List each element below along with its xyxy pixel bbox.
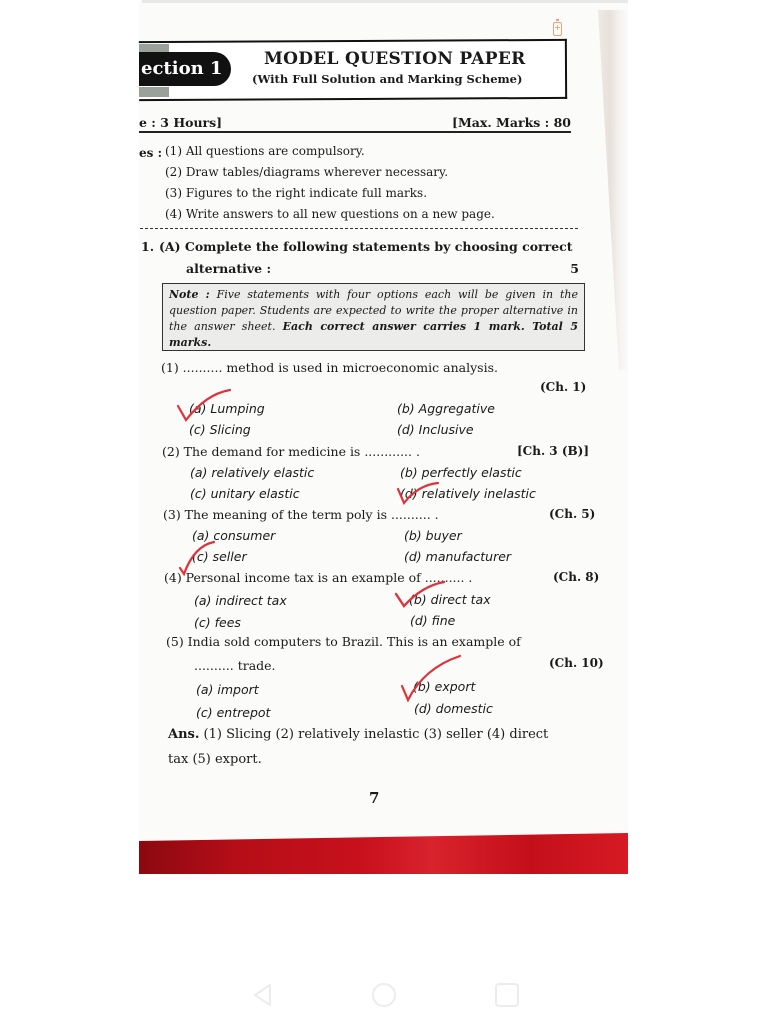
question-text-cont: alternative :: [186, 261, 272, 276]
back-icon[interactable]: [250, 982, 276, 1008]
chapter-ref: (Ch. 1): [540, 380, 587, 394]
check-mark-icon: [394, 580, 446, 610]
navigation-bar: [0, 968, 768, 1024]
option-d: (d) manufacturer: [404, 549, 512, 564]
option-b: (b) Aggregative: [397, 401, 495, 416]
chapter-ref: [Ch. 3 (B)]: [517, 444, 590, 458]
item-stem: (4) Personal income tax is an example of .......... .: [164, 570, 473, 585]
question-number: 1.: [141, 239, 155, 254]
option-a: (a) import: [196, 682, 259, 697]
option-a: (a) Lumping: [189, 401, 265, 416]
option-d: (d) domestic: [414, 701, 493, 716]
home-icon[interactable]: [371, 982, 397, 1008]
note-text: Five statements with four options each will be given in the question paper. Students are expected to write the proper alternative in the answer sheet.: [169, 288, 578, 333]
decor-strip: [139, 87, 169, 97]
answer-block: [168, 722, 618, 772]
question-text: (A) Complete the following statements by choosing correct: [159, 239, 573, 254]
option-a: (a) consumer: [192, 528, 276, 543]
option-c: (c) Slicing: [189, 422, 251, 437]
item-stem-cont: .......... trade.: [194, 658, 276, 673]
item-stem: (2) The demand for medicine is ............ .: [162, 444, 420, 459]
instructions-lead: es :: [139, 146, 162, 160]
instruction-item: (4) Write answers to all new questions on a new page.: [165, 207, 495, 221]
instruction-item: (2) Draw tables/diagrams wherever necessary.: [165, 165, 449, 179]
recents-icon[interactable]: [494, 982, 520, 1008]
instruction-item: (1) All questions are compulsory.: [165, 144, 365, 158]
top-shadow: [142, 0, 628, 3]
option-b: (b) export: [413, 679, 476, 694]
option-c: (c) fees: [194, 615, 241, 630]
page-subtitle: (With Full Solution and Marking Scheme): [252, 72, 523, 86]
option-b: (b) perfectly elastic: [400, 465, 522, 480]
instruction-item: (3) Figures to the right indicate full marks.: [165, 186, 428, 200]
option-c: (c) entrepot: [196, 705, 271, 720]
note-bold: Each correct answer carries 1 mark. Total 5 marks.: [169, 320, 578, 349]
note-box: [162, 283, 585, 351]
option-d: (d) fine: [410, 613, 456, 628]
battery-icon: +: [553, 22, 562, 36]
question-marks: 5: [570, 261, 579, 276]
time-label: e : 3 Hours]: [139, 115, 223, 130]
answer-label: Ans.: [168, 727, 200, 742]
note-label: Note :: [169, 288, 210, 301]
option-a: (a) indirect tax: [194, 593, 287, 608]
option-b: (b) buyer: [404, 528, 462, 543]
page-title: MODEL QUESTION PAPER: [264, 49, 526, 69]
check-mark-icon: [400, 654, 462, 704]
check-mark-icon: [176, 388, 232, 424]
option-c: (c) unitary elastic: [190, 486, 300, 501]
item-stem: (5) India sold computers to Brazil. This is an example of: [166, 634, 521, 649]
answer-text-cont: tax (5) export.: [168, 752, 262, 767]
option-d: (d) Inclusive: [397, 422, 474, 437]
section-label: ection 1: [139, 52, 231, 86]
option-a: (a) relatively elastic: [190, 465, 315, 480]
chapter-ref: (Ch. 5): [549, 507, 596, 521]
option-c: (c) seller: [192, 549, 247, 564]
max-marks-label: [Max. Marks : 80: [452, 115, 571, 130]
dashed-divider: [140, 228, 578, 229]
chapter-ref: (Ch. 8): [553, 570, 600, 584]
page-number: 7: [369, 789, 380, 807]
item-stem: (3) The meaning of the term poly is .......... .: [163, 507, 439, 522]
option-d: (d) relatively inelastic: [400, 486, 536, 501]
check-mark-icon: [396, 479, 440, 505]
item-stem: (1) .......... method is used in microeconomic analysis.: [161, 360, 498, 375]
answer-text: (1) Slicing (2) relatively inelastic (3) seller (4) direct: [199, 727, 549, 742]
option-b: (b) direct tax: [409, 592, 491, 607]
divider: [139, 131, 571, 133]
chapter-ref: (Ch. 10): [549, 656, 604, 670]
